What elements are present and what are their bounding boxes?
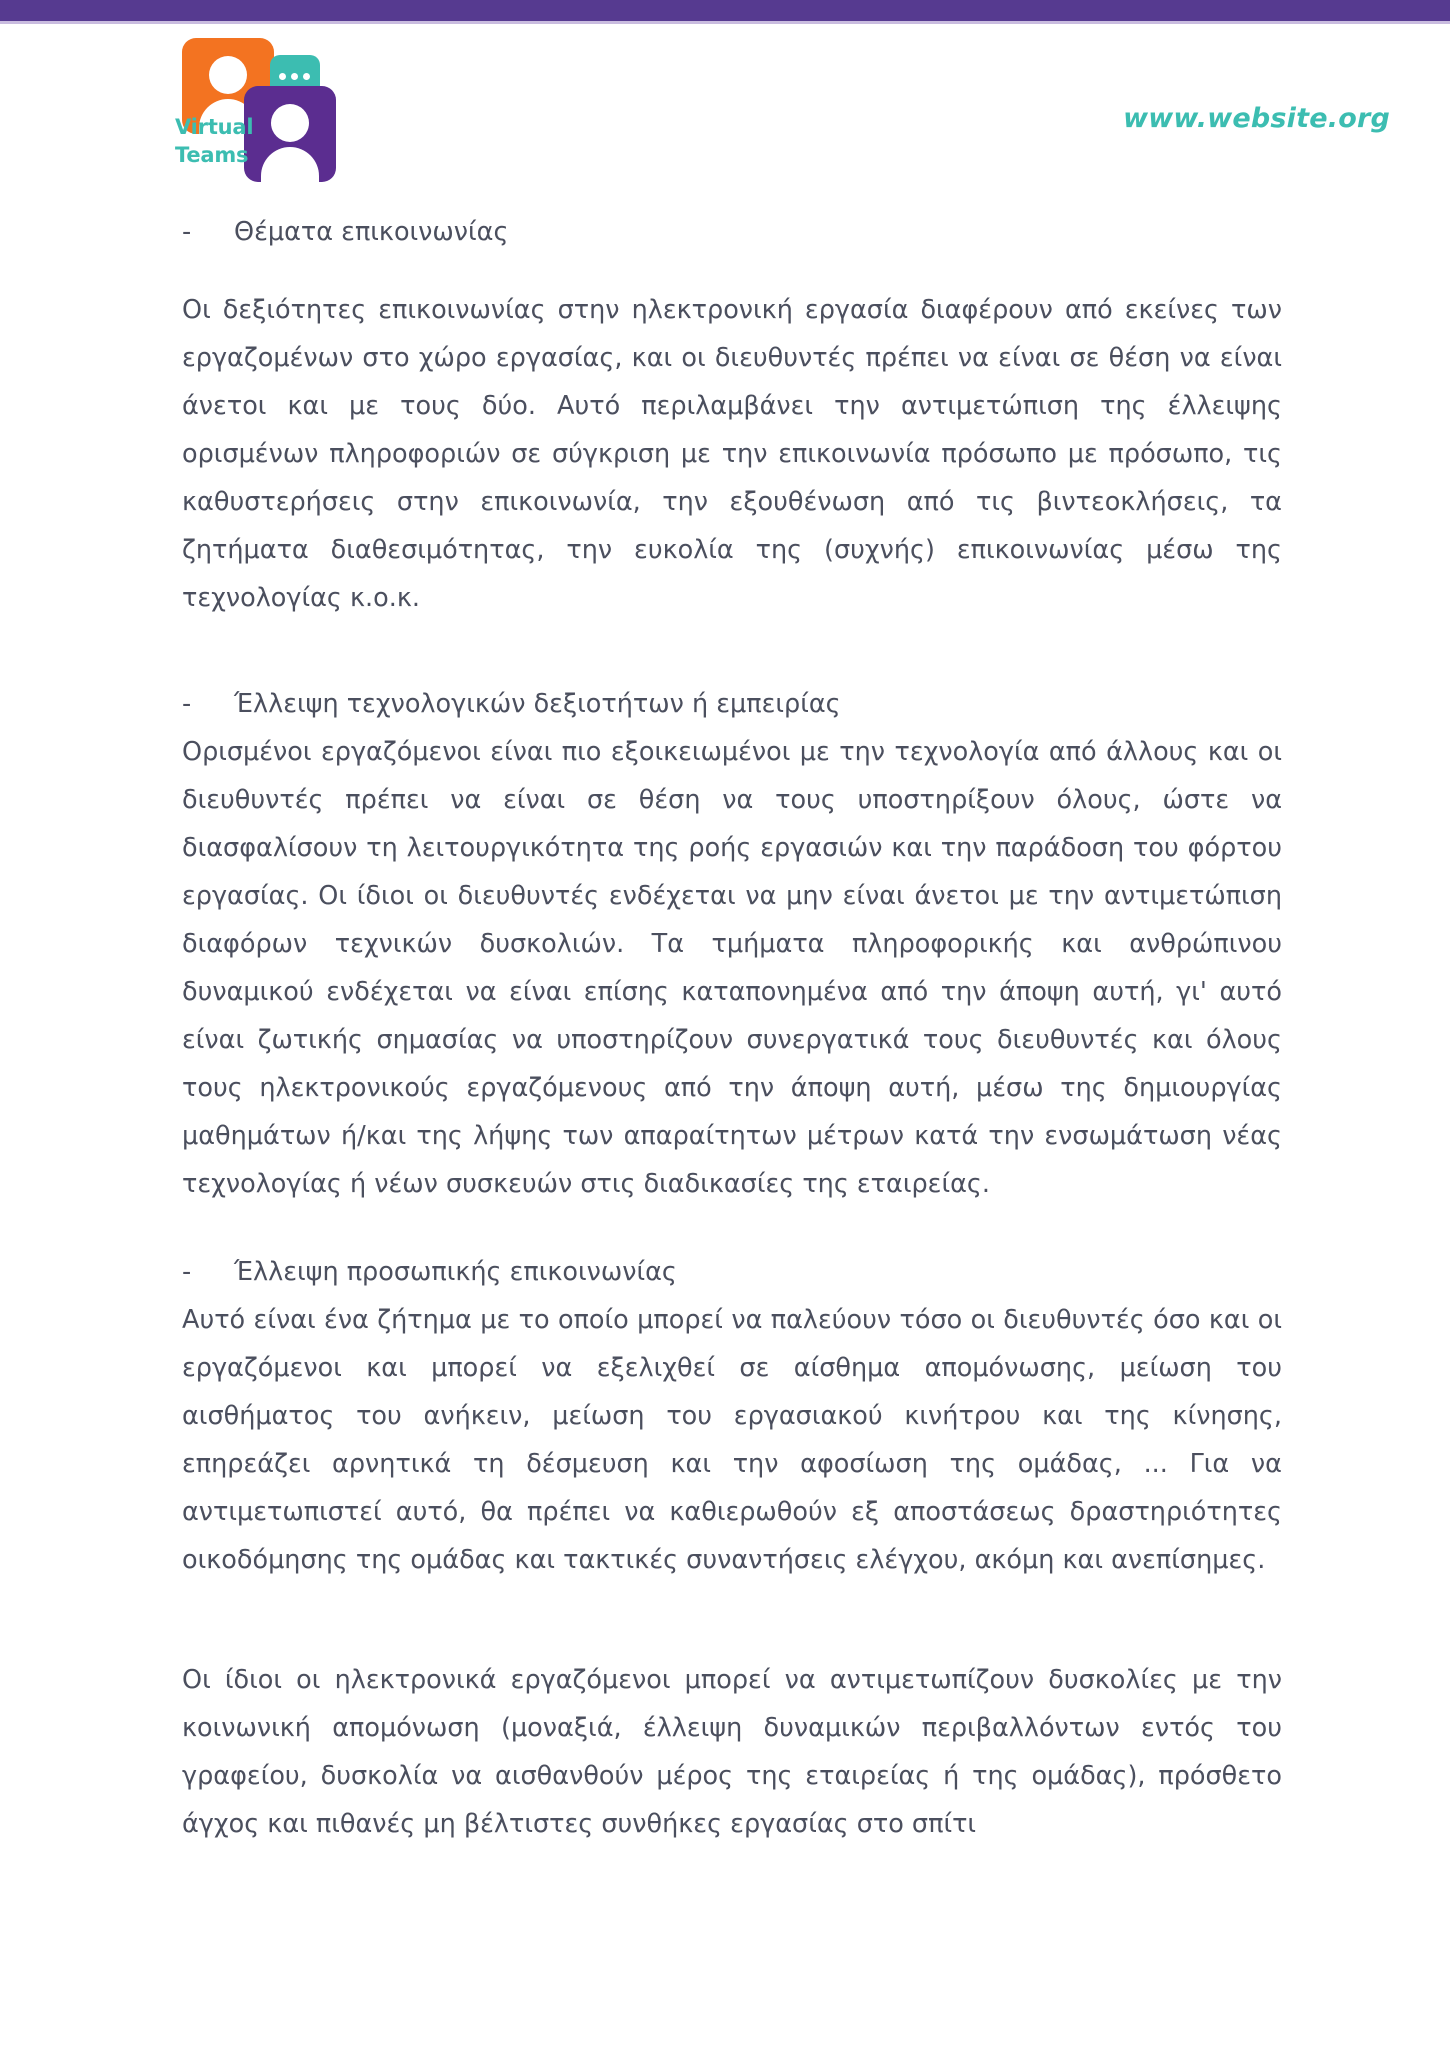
section-heading-text: Έλλειψη προσωπικής επικοινωνίας [234, 1257, 677, 1287]
section-heading-text: Έλλειψη τεχνολογικών δεξιοτήτων ή εμπειρίας [234, 689, 841, 719]
section-heading-2 [182, 680, 1282, 728]
bullet-dash: - [182, 217, 192, 247]
chat-dot [303, 73, 310, 80]
closing-paragraph: Οι ίδιοι οι ηλεκτρονικά εργαζόμενοι μπορεί να αντιμετωπίζουν δυσκολίες με την κοινωνική απομόνωση (μοναξιά, έλλειψη δυναμικών περιβαλλόντων εντός του γραφείου, δυσκολία να αισθανθούν μέρος της εταιρείας ή της ομάδας), πρόσθετο άγχος και πιθανές μη βέλτιστες συνθήκες εργασίας στο σπίτι [182, 1665, 1282, 1839]
top-purple-bar [0, 0, 1450, 21]
section-heading-3 [182, 1248, 1282, 1296]
avatar-head [209, 56, 247, 94]
chat-dot [291, 73, 298, 80]
section-heading-text: Θέματα επικοινωνίας [234, 217, 509, 247]
page-header [0, 24, 1450, 180]
bullet-dash: - [182, 1257, 192, 1287]
logo-wordmark-line1: Virtual [175, 115, 254, 139]
logo-wordmark-line2: Teams [175, 143, 249, 167]
document-body [182, 208, 1282, 1848]
section-paragraph-2: Ορισμένοι εργαζόμενοι είναι πιο εξοικειωμένοι με την τεχνολογία από άλλους και οι διευθυντές πρέπει να είναι σε θέση να τους υποστηρίξουν όλους, ώστε να διασφαλίσουν τη λειτουργικότητα της ροής εργασιών και την παράδοση του φόρτου εργασίας. Οι ίδιοι οι διευθυντές ενδέχεται να μην είναι άνετοι με την αντιμετώπιση διαφόρων τεχνικών δυσκολιών. Τα τμήματα πληροφορικής και ανθρώπινου δυναμικού ενδέχεται να είναι επίσης καταπονημένα από την άποψη αυτή, γι' αυτό είναι ζωτικής σημασίας να υποστηρίζουν συνεργατικά τους διευθυντές και όλους τους ηλεκτρονικούς εργαζόμενους από την άποψη αυτή, μέσω της δημιουργίας μαθημάτων ή/και της λήψης των απαραίτητων μέτρων κατά την ενσωμάτωση νέας τεχνολογίας ή νέων συσκευών στις διαδικασίες της εταιρείας. [182, 737, 1282, 1199]
bullet-dash: - [182, 689, 192, 719]
section-paragraph-1: Οι δεξιότητες επικοινωνίας στην ηλεκτρονική εργασία διαφέρουν από εκείνες των εργαζομένων στο χώρο εργασίας, και οι διευθυντές πρέπει να είναι σε θέση να είναι άνετοι και με τους δύο. Αυτό περιλαμβάνει την αντιμετώπιση της έλλειψης ορισμένων πληροφοριών σε σύγκριση με την επικοινωνία πρόσωπο με πρόσωπο, τις καθυστερήσεις στην επικοινωνία, την εξουθένωση από τις βιντεοκλήσεις, τα ζητήματα διαθεσιμότητας, την ευκολία της (συχνής) επικοινωνίας μέσω της τεχνολογίας κ.ο.κ. [182, 295, 1282, 613]
logo-wordmark [175, 113, 259, 169]
section-heading-1 [182, 208, 1282, 256]
section-paragraph-3: Αυτό είναι ένα ζήτημα με το οποίο μπορεί να παλεύουν τόσο οι διευθυντές όσο και οι εργαζόμενοι και μπορεί να εξελιχθεί σε αίσθημα απομόνωσης, μείωση του αισθήματος του ανήκειν, μείωση του εργασιακού κινήτρου και της κίνησης, επηρεάζει αρνητικά τη δέσμευση και την αφοσίωση της ομάδας, ... Για να αντιμετωπιστεί αυτό, θα πρέπει να καθιερωθούν εξ αποστάσεως δραστηριότητες οικοδόμησης της ομάδας και τακτικές συναντήσεις ελέγχου, ακόμη και ανεπίσημες. [182, 1305, 1282, 1575]
virtual-teams-logo [175, 38, 355, 170]
website-url[interactable]: www.website.org [1123, 103, 1390, 134]
avatar-body [261, 147, 319, 190]
chat-dot [279, 73, 286, 80]
avatar-head [271, 104, 309, 142]
chat-dots [279, 73, 310, 80]
